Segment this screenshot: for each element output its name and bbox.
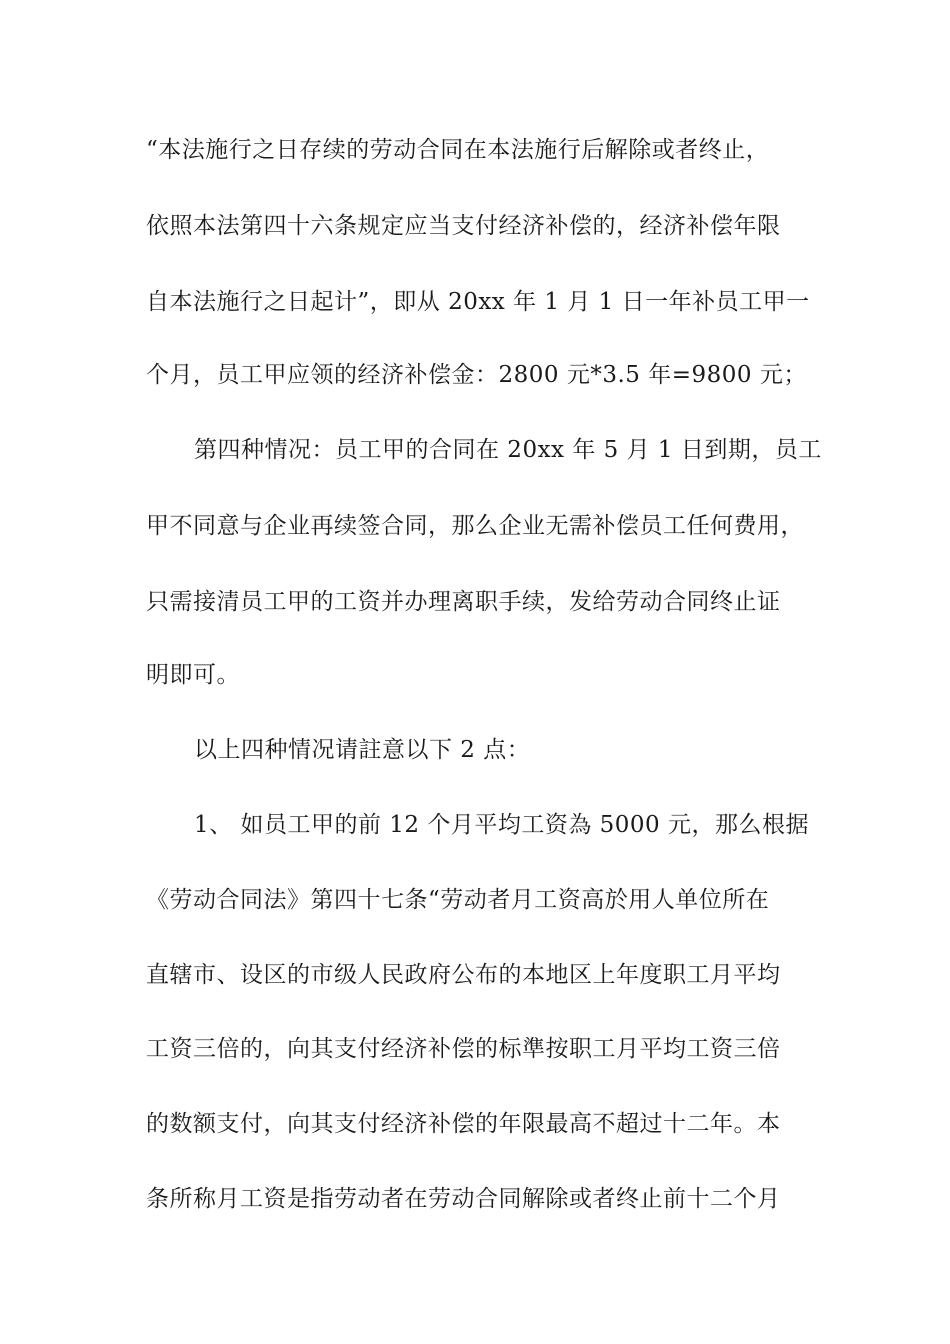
- text-line: 自本法施行之日起计”，即从 20xx 年 1 月 1 日一年补员工甲一: [146, 289, 810, 315]
- text-line: 直辖市、设区的市级人民政府公布的本地区上年度职工月平均: [146, 962, 781, 988]
- text-line: 工资三倍的，向其支付经济补偿的标準按职工月平均工资三倍: [146, 1036, 781, 1062]
- paragraph-start-line: 以上四种情况请註意以下 2 点：: [194, 737, 531, 763]
- text-line: 甲不同意与企业再续签合同，那么企业无需补偿员工任何费用，: [146, 513, 804, 539]
- list-item-line: 1、 如员工甲的前 12 个月平均工资為 5000 元，那么根据: [194, 812, 809, 838]
- text-line: 的数额支付，向其支付经济补偿的年限最高不超过十二年。本: [146, 1111, 781, 1137]
- text-line: 条所称月工资是指劳动者在劳动合同解除或者终止前十二个月: [146, 1186, 781, 1212]
- text-line: 依照本法第四十六条规定应当支付经济补偿的，经济补偿年限: [146, 213, 781, 239]
- text-line: 《劳动合同法》第四十七条“劳动者月工资高於用人单位所在: [146, 887, 770, 913]
- text-line: 只需接清员工甲的工资并办理离职手续，发给劳动合同终止证: [146, 589, 781, 615]
- text-line: 明即可。: [146, 662, 240, 688]
- text-line: 个月，员工甲应领的经济补偿金：2800 元*3.5 年=9800 元；: [146, 362, 807, 388]
- paragraph-start-line: 第四种情况：员工甲的合同在 20xx 年 5 月 1 日到期，员工: [194, 437, 822, 463]
- text-line: “本法施行之日存续的劳动合同在本法施行后解除或者终止，: [146, 137, 770, 163]
